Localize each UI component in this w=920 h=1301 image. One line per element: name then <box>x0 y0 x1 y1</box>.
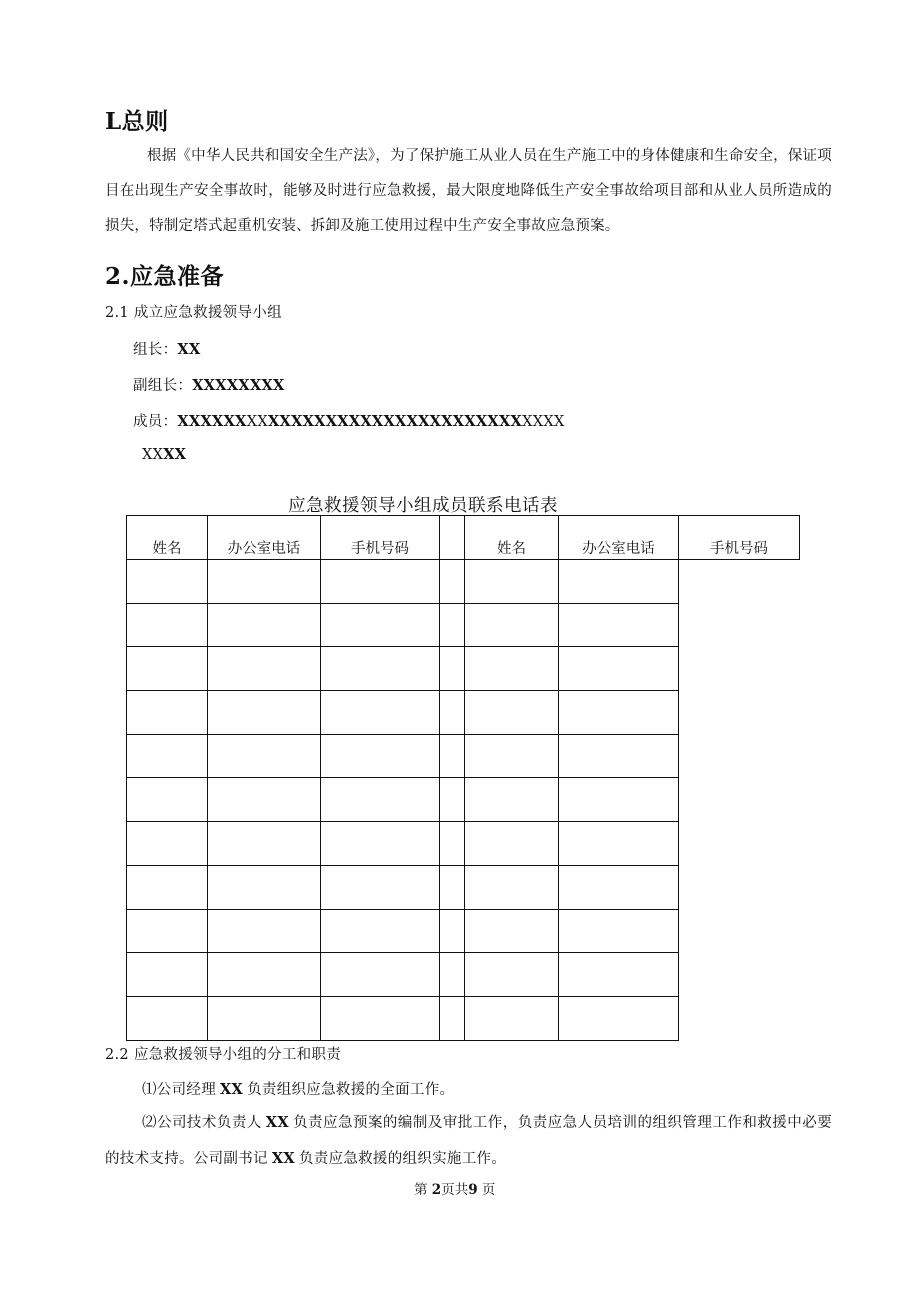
left-cell <box>208 560 321 604</box>
left-cell <box>208 909 321 953</box>
right-cell <box>559 996 679 1040</box>
table-header-row <box>127 516 800 560</box>
left-cell <box>127 996 208 1040</box>
right-cell <box>559 603 679 647</box>
members-line <box>133 410 565 431</box>
leader-value: XX <box>177 341 201 358</box>
deputy-value: XXXXXXXX <box>192 377 285 394</box>
table-body <box>127 560 800 1041</box>
right-cell <box>465 560 559 604</box>
duty-item-2 <box>105 1105 832 1177</box>
left-cell <box>127 691 208 735</box>
header-name-right: 姓名 <box>465 516 559 560</box>
right-cell <box>440 822 465 866</box>
right-cell <box>440 734 465 778</box>
left-cell <box>321 909 440 953</box>
left-cell <box>321 778 440 822</box>
footer-suffix: 页 <box>481 1182 496 1198</box>
left-cell <box>208 603 321 647</box>
left-cell <box>321 865 440 909</box>
left-cell <box>321 822 440 866</box>
leader-label: 组长： <box>133 342 178 358</box>
section-1-heading: L总则 <box>105 108 169 135</box>
right-cell <box>440 647 465 691</box>
right-cell <box>465 822 559 866</box>
right-cell <box>465 647 559 691</box>
left-cell <box>127 909 208 953</box>
members-value-2: XX <box>246 414 268 430</box>
header-office-left: 办公室电话 <box>208 516 321 560</box>
right-cell <box>559 734 679 778</box>
table-row <box>127 909 800 953</box>
right-cell <box>559 647 679 691</box>
right-cell <box>465 953 559 997</box>
left-cell <box>208 996 321 1040</box>
table-divider <box>440 516 465 560</box>
footer-page-number: 2 <box>431 1182 442 1198</box>
duty-item-1-a: ⑴公司经理 <box>142 1082 216 1098</box>
duty-item-1-c: 负责组织应急救援的全面工作。 <box>247 1082 455 1098</box>
footer-prefix: 第 <box>414 1182 428 1198</box>
right-cell <box>465 691 559 735</box>
duty-item-2-d: XX <box>271 1150 295 1167</box>
members-cont-light: XX <box>142 447 164 463</box>
table-row <box>127 691 800 735</box>
left-cell <box>127 778 208 822</box>
subsection-2-1-heading: 2.1 成立应急救援领导小组 <box>105 305 282 321</box>
table-row <box>127 603 800 647</box>
table-row <box>127 778 800 822</box>
members-label: 成员： <box>133 414 178 430</box>
footer-mid: 页共 <box>441 1182 469 1198</box>
duty-item-2-e: 负责应急救援的组织实施工作。 <box>298 1151 507 1167</box>
contact-table <box>126 515 800 1041</box>
deputy-label: 副组长： <box>133 378 193 394</box>
left-cell <box>127 865 208 909</box>
right-cell <box>440 953 465 997</box>
table-row <box>127 560 800 604</box>
duty-item-2-b: XX <box>265 1114 289 1131</box>
right-cell <box>465 778 559 822</box>
right-cell <box>440 865 465 909</box>
header-name-left: 姓名 <box>127 516 208 560</box>
right-cell <box>465 603 559 647</box>
page-footer <box>414 1178 495 1198</box>
left-cell <box>321 647 440 691</box>
members-value-4: XXXX <box>522 414 565 430</box>
left-cell <box>127 647 208 691</box>
right-cell <box>559 560 679 604</box>
left-cell <box>321 953 440 997</box>
left-cell <box>208 691 321 735</box>
left-cell <box>208 778 321 822</box>
members-cont-bold: XX <box>163 446 187 463</box>
footer-total-pages: 9 <box>468 1182 478 1198</box>
duty-item-1-b: XX <box>220 1081 244 1098</box>
left-cell <box>208 734 321 778</box>
right-cell <box>440 691 465 735</box>
right-cell <box>559 909 679 953</box>
right-cell <box>440 603 465 647</box>
left-cell <box>208 647 321 691</box>
right-cell <box>465 734 559 778</box>
header-mobile-left: 手机号码 <box>321 516 440 560</box>
deputy-line <box>133 374 285 395</box>
right-cell <box>559 691 679 735</box>
section-2-heading: 2.应急准备 <box>105 263 225 290</box>
left-cell <box>127 560 208 604</box>
right-cell <box>440 560 465 604</box>
left-cell <box>321 734 440 778</box>
header-office-right: 办公室电话 <box>559 516 679 560</box>
right-cell <box>465 996 559 1040</box>
left-cell <box>321 996 440 1040</box>
right-cell <box>559 865 679 909</box>
left-cell <box>127 734 208 778</box>
table-row <box>127 822 800 866</box>
right-cell <box>559 953 679 997</box>
table-row <box>127 996 800 1040</box>
members-value-3: XXXXXXXXXXXXXXXXXXXXXX <box>267 413 523 430</box>
duty-item-2-c: 负责应急预案的编制及审批工作，负责应急人员培训的组织管理工作和救援中必要的技术支持。公司副书记 <box>105 1115 832 1167</box>
right-cell <box>465 865 559 909</box>
left-cell <box>208 822 321 866</box>
section-1-paragraph: 根据《中华人民共和国安全生产法》，为了保护施工从业人员在生产施工中的身体健康和生命安全，保证项目在出现生产安全事故时，能够及时进行应急救援，最大限度地降低生产安全事故给项目部和从业人员所造成的损失，特制定塔式起重机安装、拆卸及施工使用过程中生产安全事故应急预案。 <box>105 148 832 234</box>
left-cell <box>321 560 440 604</box>
right-cell <box>465 909 559 953</box>
right-cell <box>559 822 679 866</box>
table-row <box>127 953 800 997</box>
left-cell <box>208 865 321 909</box>
left-cell <box>127 822 208 866</box>
right-cell <box>559 778 679 822</box>
left-cell <box>127 953 208 997</box>
table-row <box>127 734 800 778</box>
left-cell <box>321 691 440 735</box>
header-mobile-right: 手机号码 <box>679 516 800 560</box>
right-cell <box>440 996 465 1040</box>
left-cell <box>321 603 440 647</box>
left-cell <box>208 953 321 997</box>
left-cell <box>127 603 208 647</box>
table-row <box>127 647 800 691</box>
duty-item-2-a: ⑵公司技术负责人 <box>142 1115 262 1131</box>
subsection-2-2-heading: 2.2 应急救援领导小组的分工和职责 <box>105 1047 342 1063</box>
members-value-1: XXXXXX <box>177 413 247 430</box>
table-title: 应急救援领导小组成员联系电话表 <box>288 496 558 516</box>
table-row <box>127 865 800 909</box>
right-cell <box>440 909 465 953</box>
members-continuation <box>142 446 186 463</box>
right-cell <box>440 778 465 822</box>
duty-item-1 <box>142 1078 454 1099</box>
leader-line <box>133 338 201 359</box>
